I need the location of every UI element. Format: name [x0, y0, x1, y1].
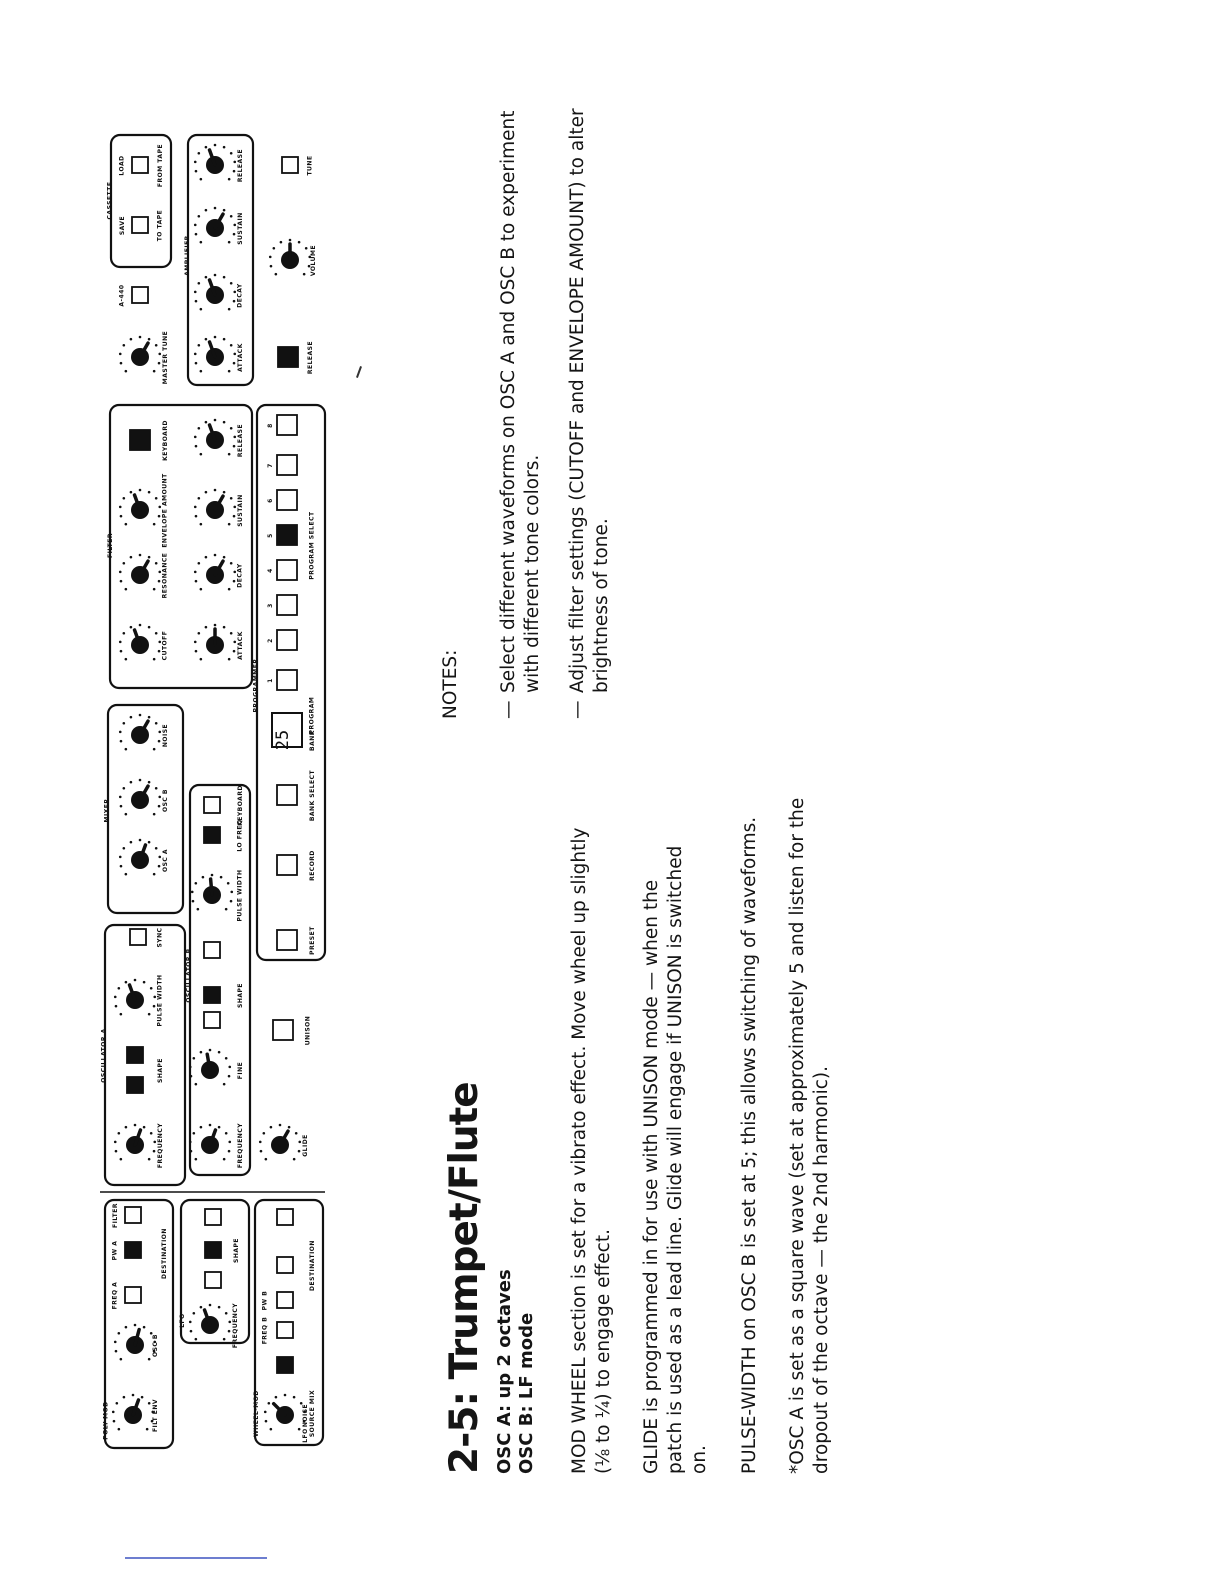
label-from-tape: FROM TAPE [156, 143, 164, 187]
label-filter: FILTER [111, 1202, 119, 1228]
section-label-mixer: MIXER [103, 797, 111, 823]
paragraph-line: GLIDE is programmed in for use with UNISON mode — when the [641, 879, 662, 1474]
bank-program-display: 25 [273, 729, 294, 751]
note-line: Adjust filter settings (CUTOFF and ENVELOPE AMOUNT) to alter [567, 108, 588, 693]
label-attack: ATTACK [236, 342, 244, 372]
label-frequency: FREQUENCY [236, 1122, 244, 1168]
program-number: 7 [266, 462, 274, 468]
label-resonance: RESONANCE [161, 552, 169, 598]
label-osc-a: OSC A [161, 848, 169, 872]
label-attack: ATTACK [236, 630, 244, 660]
label-shape: SHAPE [236, 982, 244, 1008]
label-shape: SHAPE [232, 1237, 240, 1263]
label-noise: NOISE [161, 723, 169, 747]
label-bank-select: BANK SELECT [308, 769, 316, 821]
paragraph-line: on. [689, 1445, 710, 1474]
paragraph-line: *OSC A is set as a square wave (set at approximately 5 and listen for the [787, 797, 808, 1474]
osc-b-setting: OSC B: LF mode [516, 1312, 537, 1474]
section-label-osc-b: OSCILLATOR B [185, 947, 193, 1003]
label-frequency: FREQUENCY [156, 1122, 164, 1168]
note-dash: — [498, 700, 519, 719]
label-filt-env: FILT ENV [151, 1398, 159, 1432]
label-sustain: SUSTAIN [236, 211, 244, 245]
paragraph-line: patch is used as a lead line. Glide will engage if UNISON is switched [665, 845, 686, 1474]
label-unison: UNISON [304, 1015, 312, 1045]
label-volume: VOLUME [309, 244, 317, 276]
section-label-lfo: LFO [178, 1312, 186, 1328]
section-label-wheel-mod: WHEEL-MOD [252, 1389, 260, 1437]
label-noise: NOISE [301, 1403, 309, 1427]
notes-heading: NOTES: [440, 649, 461, 719]
paragraph-line: dropout of the octave — the 2nd harmonic). [811, 1066, 832, 1474]
paragraph-line: PULSE-WIDTH on OSC B is set at 5; this allows switching of waveforms. [739, 816, 760, 1474]
program-number: 4 [266, 567, 274, 573]
paragraph-glide [640, 846, 712, 1474]
note-dash: — [567, 700, 588, 719]
label-lfo: LFO [301, 1427, 309, 1443]
section-label-osc-a: OSCILLATOR A [100, 1027, 108, 1083]
program-number: 3 [266, 602, 274, 608]
paragraph-pulse-width [738, 817, 762, 1474]
label-master-tune: MASTER TUNE [161, 330, 169, 384]
label-to-tape: TO TAPE [156, 209, 164, 241]
label-release: RELEASE [236, 423, 244, 457]
label-pulse-width: PULSE WIDTH [156, 973, 164, 1027]
section-label-cassette: CASSETTE [106, 181, 114, 219]
note-line: brightness of tone. [591, 518, 612, 693]
osc-a-setting: OSC A: up 2 octaves [494, 1269, 515, 1474]
label-pw-b: PW B [261, 1290, 269, 1310]
label-shape: SHAPE [156, 1057, 164, 1083]
label-pw-a: PW A [111, 1240, 119, 1260]
label-release: RELEASE [236, 148, 244, 182]
label-fine: FINE [236, 1061, 244, 1079]
label-bank: BANK [308, 729, 316, 751]
note-waveforms [497, 99, 547, 719]
label-glide: GLIDE [301, 1133, 309, 1157]
label-sync: SYNC [156, 926, 164, 948]
label-program: PROGRAM [308, 696, 316, 734]
label-osc-b: OSC B [151, 1333, 159, 1357]
label-save: SAVE [118, 215, 126, 235]
label-envelope-amount: ENVELOPE AMOUNT [161, 472, 169, 548]
label-preset: PRESET [308, 925, 316, 955]
label-load: LOAD [118, 154, 126, 176]
label-a440: A-440 [118, 283, 126, 307]
label-cutoff: CUTOFF [161, 630, 169, 660]
program-number: 5 [266, 532, 274, 538]
label-osc-b: OSC B [161, 788, 169, 812]
paragraph-line: (⅛ to ¼) to engage effect. [593, 1229, 614, 1474]
label-destination: DESTINATION [308, 1239, 316, 1291]
label-freq-b: FREQ B [261, 1316, 269, 1344]
label-keyboard: KEYBOARD [236, 784, 244, 826]
label-record: RECORD [308, 849, 316, 881]
section-label-programmer: PROGRAMMER [252, 658, 260, 712]
page-title: 2-5: Trumpet/Flute [442, 1082, 487, 1474]
note-filter [566, 99, 616, 719]
label-lo-freq: LO FREQ [236, 818, 244, 852]
program-number: 1 [266, 677, 274, 683]
note-line: with different tone colors. [522, 454, 543, 693]
label-decay: DECAY [236, 562, 244, 588]
label-pulse-width: PULSE WIDTH [236, 868, 244, 922]
paragraph-osc-a [786, 798, 834, 1474]
label-destination: DESTINATION [160, 1227, 168, 1279]
paragraph-mod-wheel [568, 828, 616, 1474]
label-frequency: FREQUENCY [231, 1302, 239, 1348]
label-keyboard: KEYBOARD [161, 419, 169, 461]
program-number: 6 [266, 497, 274, 503]
label-tune: TUNE [306, 154, 314, 176]
label-source-mix: SOURCE MIX [308, 1389, 316, 1437]
label-program-select: PROGRAM SELECT [308, 510, 316, 580]
section-label-amplifier: AMPLIFIER [183, 234, 191, 276]
program-number: 2 [266, 637, 274, 643]
program-number: 8 [266, 422, 274, 428]
label-sustain: SUSTAIN [236, 493, 244, 527]
section-label-filter: FILTER [106, 532, 114, 558]
label-release: RELEASE [306, 340, 314, 374]
label-freq-a: FREQ A [111, 1281, 119, 1309]
label-decay: DECAY [236, 282, 244, 308]
section-label-poly-mod: POLY-MOD [102, 1400, 110, 1440]
note-line: Select different waveforms on OSC A and OSC B to experiment [498, 110, 519, 693]
paragraph-line: MOD WHEEL section is set for a vibrato effect. Move wheel up slightly [569, 827, 590, 1474]
